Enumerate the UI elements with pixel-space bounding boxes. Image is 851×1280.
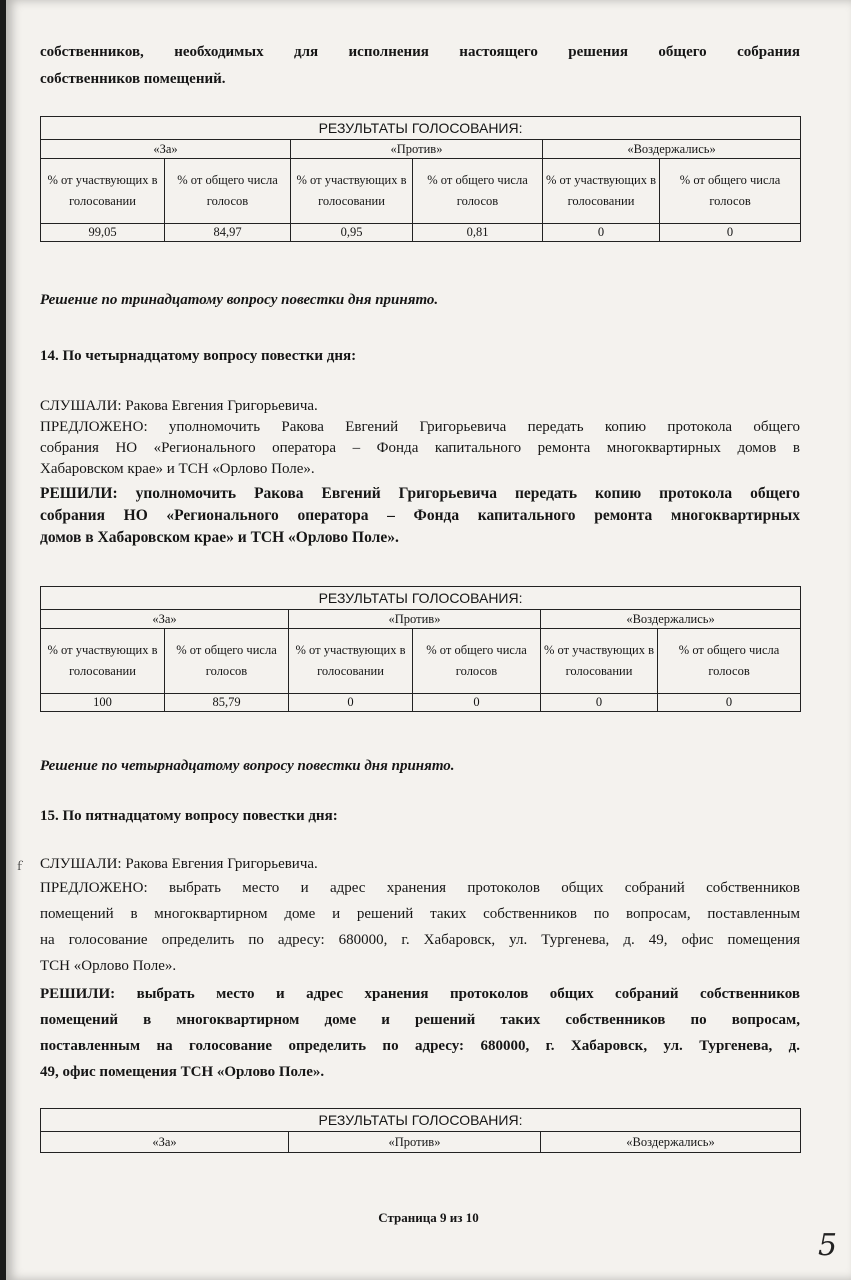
group-for: «За» [41,140,291,159]
value-cell: 0 [543,224,660,242]
q15-body [40,854,800,1085]
group-against: «Против» [291,140,543,159]
q14-decided-line: собрания НО «Регионального оператора – Фонда капитального ремонта многоквартирных [40,507,800,524]
q14-decided-line: РЕШИЛИ: уполномочить Ракова Евгений Григорьевича передать копию протокола общего [40,485,800,502]
q15-proposed-line: на голосование определить по адресу: 680000, г. Хабаровск, ул. Тургенева, д. 49, офис помещения [40,932,800,948]
intro-line-1: собственников, необходимых для исполнения настоящего решения общего собрания [40,44,800,60]
col-header: % от общего числа голосов [165,629,289,694]
q14-decided-line: домов в Хабаровском крае» и ТСН «Орлово Поле». [40,529,399,546]
group-abstain: «Воздержались» [541,1132,801,1153]
value-cell: 0,95 [291,224,413,242]
col-header: % от участвующих в голосовании [289,629,413,694]
q14-proposed-line: Хабаровском крае» и ТСН «Орлово Поле». [40,461,315,477]
value-cell: 84,97 [165,224,291,242]
q14-proposed-line: ПРЕДЛОЖЕНО: уполномочить Ракова Евгений Григорьевича передать копию протокола общего [40,419,800,435]
table-title: РЕЗУЛЬТАТЫ ГОЛОСОВАНИЯ: [41,1109,801,1132]
q15-proposed-line: ТСН «Орлово Поле». [40,958,177,974]
decision-13: Решение по тринадцатому вопросу повестки дня принято. [40,292,439,308]
q15-decided-line: помещений в многоквартирном доме и решений таких собственников по вопросам, [40,1012,800,1028]
value-cell: 0 [289,694,413,712]
table-title: РЕЗУЛЬТАТЫ ГОЛОСОВАНИЯ: [41,117,801,140]
value-cell: 0 [660,224,801,242]
voting-results-table-14 [40,586,801,712]
col-header: % от общего числа голосов [660,159,801,224]
value-cell: 85,79 [165,694,289,712]
col-header: % от общего числа голосов [413,629,541,694]
group-against: «Против» [289,610,541,629]
value-cell: 0,81 [413,224,543,242]
q15-decided-line: 49, офис помещения ТСН «Орлово Поле». [40,1064,325,1080]
col-header: % от общего числа голосов [413,159,543,224]
col-header: % от участвующих в голосовании [541,629,658,694]
q14-body [40,396,800,549]
decision-14: Решение по четырнадцатому вопросу повестки дня принято. [40,758,455,774]
handwritten-page-number: 5 [818,1228,838,1263]
q15-listened: СЛУШАЛИ: Ракова Евгения Григорьевича. [40,856,318,872]
voting-results-table-15 [40,1108,801,1153]
group-abstain: «Воздержались» [541,610,801,629]
margin-mark: ｆ [14,861,25,873]
q15-proposed-line: ПРЕДЛОЖЕНО: выбрать место и адрес хранения протоколов общих собраний собственников [40,880,800,896]
col-header: % от общего числа голосов [165,159,291,224]
intro-line-2: собственников помещений. [40,71,226,87]
value-cell: 0 [658,694,801,712]
value-cell: 0 [413,694,541,712]
col-header: % от участвующих в голосовании [291,159,413,224]
q15-decided-line: РЕШИЛИ: выбрать место и адрес хранения протоколов общих собраний собственников [40,986,800,1002]
q14-listened: СЛУШАЛИ: Ракова Евгения Григорьевича. [40,398,318,414]
voting-results-table-13 [40,116,801,242]
value-cell: 0 [541,694,658,712]
col-header: % от участвующих в голосовании [41,159,165,224]
table-title: РЕЗУЛЬТАТЫ ГОЛОСОВАНИЯ: [41,587,801,610]
col-header: % от общего числа голосов [658,629,801,694]
document-page [6,0,851,1280]
value-cell: 100 [41,694,165,712]
q14-heading: 14. По четырнадцатому вопросу повестки дня: [40,348,357,364]
col-header: % от участвующих в голосовании [543,159,660,224]
group-for: «За» [41,610,289,629]
value-cell: 99,05 [41,224,165,242]
group-abstain: «Воздержались» [543,140,801,159]
group-against: «Против» [289,1132,541,1153]
q14-proposed-line: собрания НО «Регионального оператора – Фонда капитального ремонта многоквартирных домов в [40,440,800,456]
q15-heading: 15. По пятнадцатому вопросу повестки дня: [40,808,338,824]
page-footer: Страница 9 из 10 [378,1210,479,1225]
q15-proposed-line: помещений в многоквартирном доме и решений таких собственников по вопросам, поставленным [40,906,800,922]
group-for: «За» [41,1132,289,1153]
intro-paragraph [40,42,800,90]
col-header: % от участвующих в голосовании [41,629,165,694]
q15-decided-line: поставленным на голосование определить по адресу: 680000, г. Хабаровск, ул. Тургенева, д. [40,1038,800,1054]
